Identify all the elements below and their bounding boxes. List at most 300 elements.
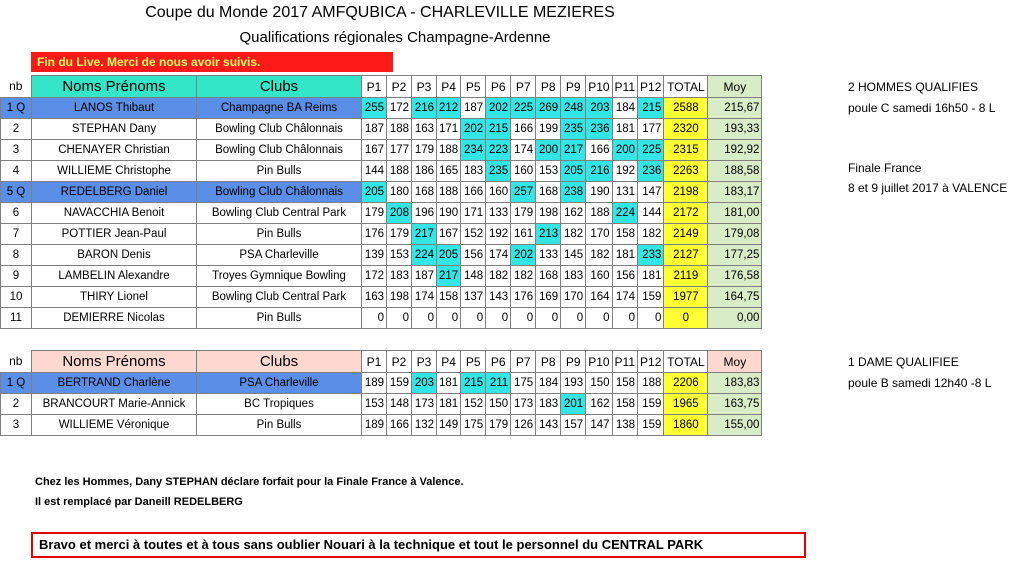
player-name-cell: BARON Denis: [32, 245, 197, 266]
table-row: [1, 161, 762, 182]
score-cell: 208: [387, 203, 412, 224]
header-p1: P1: [362, 351, 387, 373]
score-cell: 179: [486, 415, 511, 436]
header-p6: P6: [486, 351, 511, 373]
player-name-cell: POTTIER Jean-Paul: [32, 224, 197, 245]
score-cell: 144: [362, 161, 387, 182]
score-cell: 158: [437, 287, 461, 308]
average-cell: 188,58: [708, 161, 762, 182]
header-total: TOTAL: [664, 76, 708, 98]
score-cell: 202: [486, 98, 511, 119]
score-cell: 235: [561, 119, 586, 140]
header-p5: P5: [461, 351, 486, 373]
club-cell: PSA Charleville: [197, 245, 362, 266]
average-cell: 183,83: [708, 373, 762, 394]
score-cell: 159: [638, 287, 664, 308]
women-results-table: [0, 350, 762, 436]
score-cell: 181: [638, 266, 664, 287]
total-cell: 2172: [664, 203, 708, 224]
score-cell: 170: [586, 224, 612, 245]
score-cell: 184: [612, 98, 637, 119]
page-title: Coupe du Monde 2017 AMFQUBICA - CHARLEVILLE MEZIERES: [145, 4, 615, 21]
score-cell: 205: [561, 161, 586, 182]
score-cell: 126: [511, 415, 536, 436]
finale-title: Finale France: [848, 161, 922, 175]
header-total: TOTAL: [664, 351, 708, 373]
header-name: Noms Prénoms: [32, 76, 197, 98]
rank-cell: 7: [1, 224, 32, 245]
score-cell: 203: [412, 373, 437, 394]
total-cell: 2320: [664, 119, 708, 140]
header-p8: P8: [536, 351, 561, 373]
header-p9: P9: [561, 351, 586, 373]
score-cell: 148: [387, 394, 412, 415]
score-cell: 200: [612, 140, 637, 161]
player-name-cell: REDELBERG Daniel: [32, 182, 197, 203]
header-p4: P4: [437, 76, 461, 98]
player-name-cell: LANOS Thibaut: [32, 98, 197, 119]
score-cell: 163: [412, 119, 437, 140]
score-cell: 215: [486, 119, 511, 140]
score-cell: 0: [586, 308, 612, 329]
club-cell: Pin Bulls: [197, 224, 362, 245]
table-row: [1, 266, 762, 287]
club-cell: Bowling Club Châlonnais: [197, 119, 362, 140]
score-cell: 189: [362, 415, 387, 436]
score-cell: 160: [486, 182, 511, 203]
club-cell: BC Tropiques: [197, 394, 362, 415]
table-row: [1, 98, 762, 119]
rank-cell: 3: [1, 415, 32, 436]
score-cell: 190: [586, 182, 612, 203]
total-cell: 2198: [664, 182, 708, 203]
score-cell: 188: [437, 140, 461, 161]
men-poule-info: poule C samedi 16h50 - 8 L: [848, 101, 996, 115]
score-cell: 0: [612, 308, 637, 329]
score-cell: 175: [511, 373, 536, 394]
table-row: [1, 224, 762, 245]
header-p12: P12: [638, 76, 664, 98]
rank-cell: 8: [1, 245, 32, 266]
score-cell: 188: [437, 182, 461, 203]
average-cell: 177,25: [708, 245, 762, 266]
score-cell: 160: [511, 161, 536, 182]
score-cell: 248: [561, 98, 586, 119]
score-cell: 188: [586, 203, 612, 224]
score-cell: 147: [586, 415, 612, 436]
total-cell: 2315: [664, 140, 708, 161]
score-cell: 138: [612, 415, 637, 436]
score-cell: 0: [437, 308, 461, 329]
club-cell: Pin Bulls: [197, 415, 362, 436]
score-cell: 236: [586, 119, 612, 140]
score-cell: 217: [437, 266, 461, 287]
average-cell: 0,00: [708, 308, 762, 329]
score-cell: 187: [461, 98, 486, 119]
player-name-cell: NAVACCHIA Benoit: [32, 203, 197, 224]
score-cell: 202: [511, 245, 536, 266]
header-p2: P2: [387, 351, 412, 373]
score-cell: 200: [536, 140, 561, 161]
table-row: [1, 182, 762, 203]
score-cell: 184: [536, 373, 561, 394]
score-cell: 171: [461, 203, 486, 224]
score-cell: 193: [561, 373, 586, 394]
score-cell: 217: [412, 224, 437, 245]
table-row: [1, 308, 762, 329]
score-cell: 169: [536, 287, 561, 308]
score-cell: 166: [461, 182, 486, 203]
score-cell: 225: [638, 140, 664, 161]
total-cell: 2149: [664, 224, 708, 245]
score-cell: 233: [638, 245, 664, 266]
player-name-cell: DEMIERRE Nicolas: [32, 308, 197, 329]
total-cell: 1977: [664, 287, 708, 308]
header-p1: P1: [362, 76, 387, 98]
header-moy: Moy: [708, 76, 762, 98]
score-cell: 211: [486, 373, 511, 394]
score-cell: 177: [638, 119, 664, 140]
score-cell: 176: [511, 287, 536, 308]
score-cell: 157: [561, 415, 586, 436]
score-cell: 225: [511, 98, 536, 119]
total-cell: 2127: [664, 245, 708, 266]
header-p3: P3: [412, 351, 437, 373]
score-cell: 152: [461, 224, 486, 245]
total-cell: 2119: [664, 266, 708, 287]
score-cell: 153: [387, 245, 412, 266]
score-cell: 160: [586, 266, 612, 287]
score-cell: 181: [437, 394, 461, 415]
table-row: [1, 394, 762, 415]
player-name-cell: BERTRAND Charlène: [32, 373, 197, 394]
thanks-banner: Bravo et merci à toutes et à tous sans oublier Nouari à la technique et tout le personnel du CENTRAL PARK: [31, 532, 806, 558]
total-cell: 1965: [664, 394, 708, 415]
header-p10: P10: [586, 76, 612, 98]
score-cell: 181: [612, 119, 637, 140]
average-cell: 164,75: [708, 287, 762, 308]
header-p10: P10: [586, 351, 612, 373]
score-cell: 224: [412, 245, 437, 266]
men-results-table: [0, 75, 762, 329]
score-cell: 145: [561, 245, 586, 266]
score-cell: 223: [486, 140, 511, 161]
score-cell: 190: [437, 203, 461, 224]
score-cell: 168: [536, 266, 561, 287]
average-cell: 163,75: [708, 394, 762, 415]
score-cell: 165: [437, 161, 461, 182]
club-cell: PSA Charleville: [197, 373, 362, 394]
score-cell: 162: [586, 394, 612, 415]
score-cell: 215: [461, 373, 486, 394]
rank-cell: 10: [1, 287, 32, 308]
club-cell: Bowling Club Châlonnais: [197, 182, 362, 203]
player-name-cell: WILLIEME Véronique: [32, 415, 197, 436]
score-cell: 143: [486, 287, 511, 308]
score-cell: 168: [412, 182, 437, 203]
score-cell: 0: [461, 308, 486, 329]
club-cell: Pin Bulls: [197, 161, 362, 182]
score-cell: 215: [638, 98, 664, 119]
finale-dates: 8 et 9 juillet 2017 à VALENCE: [848, 181, 1008, 195]
score-cell: 0: [511, 308, 536, 329]
score-cell: 159: [387, 373, 412, 394]
score-cell: 192: [612, 161, 637, 182]
score-cell: 166: [387, 415, 412, 436]
rank-cell: 1 Q: [1, 373, 32, 394]
score-cell: 189: [362, 373, 387, 394]
score-cell: 147: [638, 182, 664, 203]
header-p8: P8: [536, 76, 561, 98]
score-cell: 132: [412, 415, 437, 436]
score-cell: 198: [387, 287, 412, 308]
player-name-cell: CHENAYER Christian: [32, 140, 197, 161]
women-poule-info: poule B samedi 12h40 -8 L: [848, 376, 992, 390]
score-cell: 234: [461, 140, 486, 161]
score-cell: 188: [638, 373, 664, 394]
score-cell: 182: [486, 266, 511, 287]
score-cell: 181: [437, 373, 461, 394]
score-cell: 153: [536, 161, 561, 182]
score-cell: 182: [511, 266, 536, 287]
header-p4: P4: [437, 351, 461, 373]
score-cell: 216: [412, 98, 437, 119]
header-p5: P5: [461, 76, 486, 98]
header-row: [1, 76, 762, 98]
score-cell: 166: [586, 140, 612, 161]
total-cell: 1860: [664, 415, 708, 436]
score-cell: 0: [536, 308, 561, 329]
score-cell: 269: [536, 98, 561, 119]
player-name-cell: THIRY Lionel: [32, 287, 197, 308]
header-club: Clubs: [197, 76, 362, 98]
average-cell: 183,17: [708, 182, 762, 203]
score-cell: 172: [387, 98, 412, 119]
score-cell: 174: [412, 287, 437, 308]
header-club: Clubs: [197, 351, 362, 373]
table-row: [1, 203, 762, 224]
score-cell: 149: [437, 415, 461, 436]
average-cell: 181,00: [708, 203, 762, 224]
total-cell: 2263: [664, 161, 708, 182]
score-cell: 238: [561, 182, 586, 203]
score-cell: 202: [461, 119, 486, 140]
header-p9: P9: [561, 76, 586, 98]
score-cell: 175: [461, 415, 486, 436]
rank-cell: 2: [1, 119, 32, 140]
note-forfait: Chez les Hommes, Dany STEPHAN déclare forfait pour la Finale France à Valence.: [35, 476, 464, 488]
score-cell: 192: [486, 224, 511, 245]
score-cell: 167: [437, 224, 461, 245]
header-p7: P7: [511, 76, 536, 98]
table-row: [1, 415, 762, 436]
player-name-cell: STEPHAN Dany: [32, 119, 197, 140]
score-cell: 0: [486, 308, 511, 329]
table-row: [1, 119, 762, 140]
score-cell: 257: [511, 182, 536, 203]
men-qualified-label: 2 HOMMES QUALIFIES: [848, 80, 979, 94]
score-cell: 158: [612, 224, 637, 245]
average-cell: 192,92: [708, 140, 762, 161]
average-cell: 193,33: [708, 119, 762, 140]
club-cell: Pin Bulls: [197, 308, 362, 329]
header-moy: Moy: [708, 351, 762, 373]
score-cell: 171: [437, 119, 461, 140]
score-cell: 179: [511, 203, 536, 224]
header-nb: nb: [9, 354, 23, 369]
score-cell: 0: [638, 308, 664, 329]
score-cell: 163: [362, 287, 387, 308]
total-cell: 2206: [664, 373, 708, 394]
header-p2: P2: [387, 76, 412, 98]
score-cell: 203: [586, 98, 612, 119]
score-cell: 150: [486, 394, 511, 415]
score-cell: 182: [586, 245, 612, 266]
score-cell: 176: [362, 224, 387, 245]
score-cell: 255: [362, 98, 387, 119]
score-cell: 0: [362, 308, 387, 329]
rank-cell: 4: [1, 161, 32, 182]
header-p11: P11: [612, 76, 637, 98]
score-cell: 205: [362, 182, 387, 203]
header-p12: P12: [638, 351, 664, 373]
average-cell: 155,00: [708, 415, 762, 436]
score-cell: 166: [511, 119, 536, 140]
score-cell: 183: [561, 266, 586, 287]
page-subtitle: Qualifications régionales Champagne-Ardenne: [239, 29, 551, 46]
score-cell: 173: [412, 394, 437, 415]
rank-cell: 3: [1, 140, 32, 161]
header-row: [1, 351, 762, 373]
score-cell: 182: [638, 224, 664, 245]
score-cell: 205: [437, 245, 461, 266]
club-cell: Bowling Club Central Park: [197, 287, 362, 308]
score-cell: 198: [536, 203, 561, 224]
score-cell: 158: [612, 373, 637, 394]
score-cell: 156: [612, 266, 637, 287]
score-cell: 213: [536, 224, 561, 245]
score-cell: 150: [586, 373, 612, 394]
club-cell: Champagne BA Reims: [197, 98, 362, 119]
score-cell: 162: [561, 203, 586, 224]
live-banner: Fin du Live. Merci de nous avoir suivis.: [31, 52, 393, 72]
score-cell: 212: [437, 98, 461, 119]
score-cell: 183: [536, 394, 561, 415]
club-cell: Troyes Gymnique Bowling: [197, 266, 362, 287]
player-name-cell: BRANCOURT Marie-Annick: [32, 394, 197, 415]
table-row: [1, 373, 762, 394]
score-cell: 180: [387, 182, 412, 203]
score-cell: 170: [561, 287, 586, 308]
score-cell: 143: [536, 415, 561, 436]
score-cell: 133: [486, 203, 511, 224]
score-cell: 201: [561, 394, 586, 415]
score-cell: 173: [511, 394, 536, 415]
total-cell: 0: [664, 308, 708, 329]
score-cell: 167: [362, 140, 387, 161]
table-row: [1, 140, 762, 161]
header-p11: P11: [612, 351, 637, 373]
score-cell: 139: [362, 245, 387, 266]
average-cell: 215,67: [708, 98, 762, 119]
header-p3: P3: [412, 76, 437, 98]
score-cell: 158: [612, 394, 637, 415]
club-cell: Bowling Club Châlonnais: [197, 140, 362, 161]
rank-cell: 5 Q: [1, 182, 32, 203]
rank-cell: 6: [1, 203, 32, 224]
score-cell: 144: [638, 203, 664, 224]
score-cell: 187: [412, 266, 437, 287]
score-cell: 183: [387, 266, 412, 287]
score-cell: 183: [461, 161, 486, 182]
score-cell: 217: [561, 140, 586, 161]
header-name: Noms Prénoms: [32, 351, 197, 373]
score-cell: 181: [612, 245, 637, 266]
score-cell: 196: [412, 203, 437, 224]
score-cell: 168: [536, 182, 561, 203]
score-cell: 188: [387, 161, 412, 182]
score-cell: 0: [561, 308, 586, 329]
header-p6: P6: [486, 76, 511, 98]
header-p7: P7: [511, 351, 536, 373]
player-name-cell: LAMBELIN Alexandre: [32, 266, 197, 287]
rank-cell: 1 Q: [1, 98, 32, 119]
score-cell: 179: [362, 203, 387, 224]
score-cell: 199: [536, 119, 561, 140]
score-cell: 164: [586, 287, 612, 308]
score-cell: 188: [387, 119, 412, 140]
score-cell: 156: [461, 245, 486, 266]
score-cell: 159: [638, 394, 664, 415]
club-cell: Bowling Club Central Park: [197, 203, 362, 224]
score-cell: 174: [511, 140, 536, 161]
rank-cell: 2: [1, 394, 32, 415]
score-cell: 179: [387, 224, 412, 245]
rank-cell: 9: [1, 266, 32, 287]
score-cell: 148: [461, 266, 486, 287]
table-row: [1, 287, 762, 308]
score-cell: 179: [412, 140, 437, 161]
score-cell: 152: [461, 394, 486, 415]
total-cell: 2588: [664, 98, 708, 119]
note-replacement: Il est remplacé par Daneill REDELBERG: [35, 496, 243, 508]
score-cell: 0: [412, 308, 437, 329]
table-row: [1, 245, 762, 266]
score-cell: 224: [612, 203, 637, 224]
score-cell: 236: [638, 161, 664, 182]
score-cell: 177: [387, 140, 412, 161]
score-cell: 172: [362, 266, 387, 287]
average-cell: 176,58: [708, 266, 762, 287]
score-cell: 235: [486, 161, 511, 182]
score-cell: 216: [586, 161, 612, 182]
score-cell: 159: [638, 415, 664, 436]
score-cell: 161: [511, 224, 536, 245]
average-cell: 179,08: [708, 224, 762, 245]
women-qualified-label: 1 DAME QUALIFIEE: [848, 355, 959, 369]
score-cell: 133: [536, 245, 561, 266]
player-name-cell: WILLIEME Christophe: [32, 161, 197, 182]
score-cell: 182: [561, 224, 586, 245]
rank-cell: 11: [1, 308, 32, 329]
score-cell: 153: [362, 394, 387, 415]
score-cell: 174: [486, 245, 511, 266]
score-cell: 186: [412, 161, 437, 182]
score-cell: 131: [612, 182, 637, 203]
score-cell: 187: [362, 119, 387, 140]
score-cell: 0: [387, 308, 412, 329]
score-cell: 174: [612, 287, 637, 308]
